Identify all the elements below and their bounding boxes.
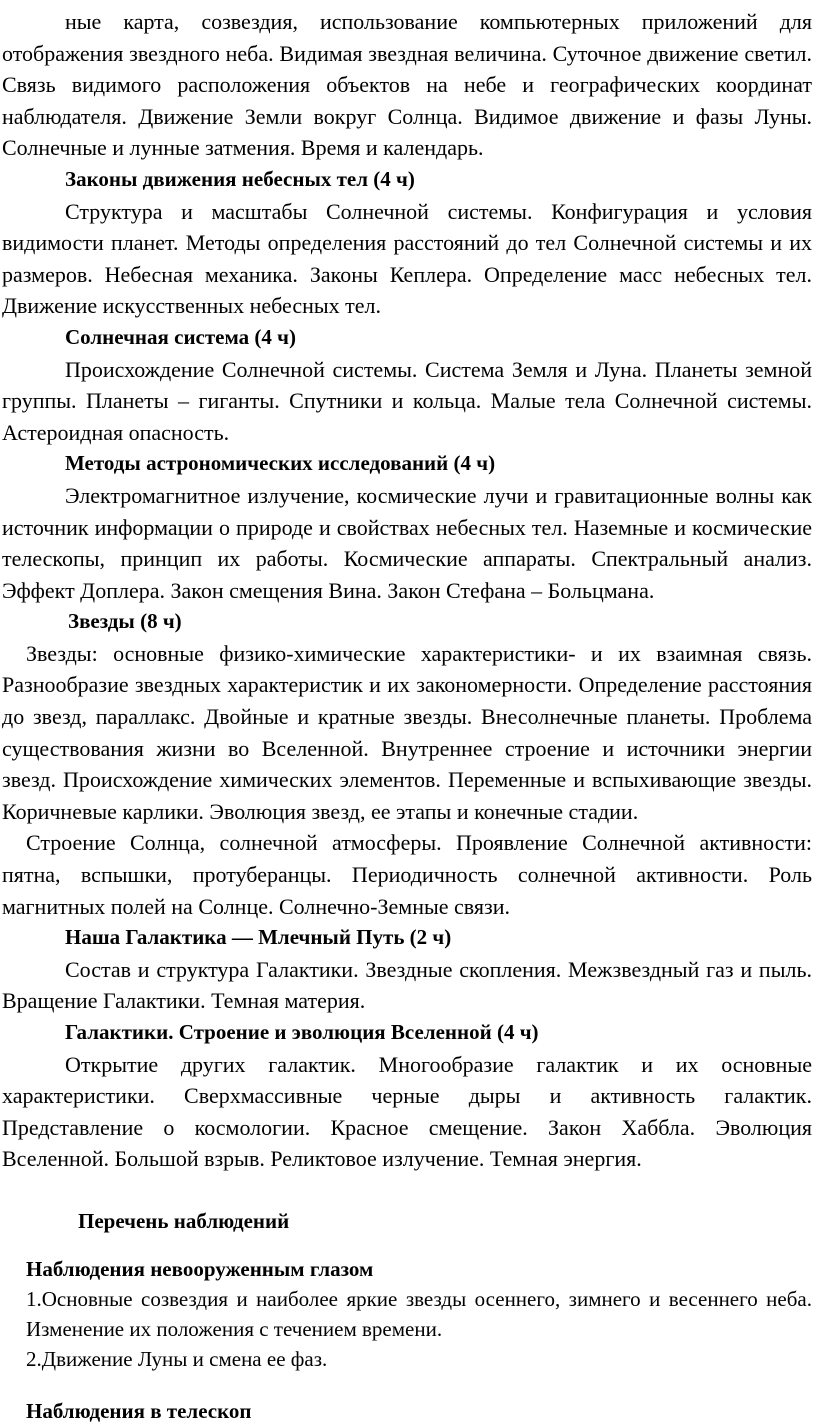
naked-eye-heading: Наблюдения невооруженным глазом (26, 1256, 374, 1281)
section-text-laws-of-motion: Структура и масштабы Солнечной системы. Конфигурация и условия видимости планет. Методы определения расстояний до тел Солнечной системы и их размеров. Небесная механика. Законы Кеплера. Определение масс небесных тел. Движение искусственных небесных тел. (2, 198, 812, 319)
intro-paragraph: ные карта, созвездия, использование компьютерных приложений для отображения звездного неба. Видимая звездная величина. Суточное движение светил. Связь видимого расположения объектов на небе и географических координат наблюдателя. Движение Земли вокруг Солнца. Видимое движение и фазы Луны. Солнечные и лунные затмения. Время и календарь. (2, 9, 812, 161)
section-heading-stars: Звезды (8 ч) (68, 609, 182, 634)
section-heading-laws-of-motion: Законы движения небесных тел (4 ч) (65, 166, 415, 191)
section-heading-milky-way: Наша Галактика — Млечный Путь (2 ч) (65, 925, 452, 950)
section-text-solar-system: Происхождение Солнечной системы. Система Земля и Луна. Планеты земной группы. Планеты – гиганты. Спутники и кольца. Малые тела Солнечной системы. Астероидная опасность. (2, 356, 812, 445)
observation-item: 2.Движение Луны и смена ее фаз. (26, 1346, 328, 1371)
observation-item: 1.Основные созвездия и наиболее яркие звезды осеннего, зимнего и весеннего неба. Изменение их положения с течением времени. (26, 1286, 812, 1341)
section-text-stars: Звезды: основные физико-химические характеристики- и их взаимная связь. Разнообразие звездных характеристик и их закономерности. Определение расстояния до звезд, параллакс. Двойные и кратные звезды. Внесолнечные планеты. Проблема существования жизни во Вселенной. Внутреннее строение и источники энергии звезд. Происхождение химических элементов. Переменные и вспыхивающие звезды. Коричневые карлики. Эволюция звезд, ее этапы и конечные стадии. (2, 640, 812, 824)
section-text-sun: Строение Солнца, солнечной атмосферы. Проявление Солнечной активности: пятна, вспышки, протуберанцы. Периодичность солнечной активности. Роль магнитных полей на Солнце. Солнечно-Земные связи. (2, 830, 812, 919)
telescope-heading: Наблюдения в телескоп (26, 1398, 252, 1423)
section-text-research-methods: Электромагнитное излучение, космические лучи и гравитационные волны как источник информации о природе и свойствах небесных тел. Наземные и космические телескопы, принцип их работы. Космические аппараты. Спектральный анализ. Эффект Доплера. Закон смещения Вина. Закон Стефана – Больцмана. (2, 482, 812, 603)
section-heading-research-methods: Методы астрономических исследований (4 ч) (65, 451, 496, 476)
section-text-galaxies: Открытие других галактик. Многообразие галактик и их основные характеристики. Сверхмассивные черные дыры и активность галактик. Представление о космологии. Красное смещение. Закон Хаббла. Эволюция Вселенной. Большой взрыв. Реликтовое излучение. Темная энергия. (2, 1051, 812, 1172)
section-text-milky-way: Состав и структура Галактики. Звездные скопления. Межзвездный газ и пыль. Вращение Галактики. Темная материя. (2, 956, 812, 1014)
section-heading-galaxies: Галактики. Строение и эволюция Вселенной (4 ч) (65, 1020, 539, 1044)
section-heading-solar-system: Солнечная система (4 ч) (65, 324, 296, 349)
observations-title: Перечень наблюдений (78, 1208, 290, 1233)
observations-list (2, 1254, 812, 1426)
